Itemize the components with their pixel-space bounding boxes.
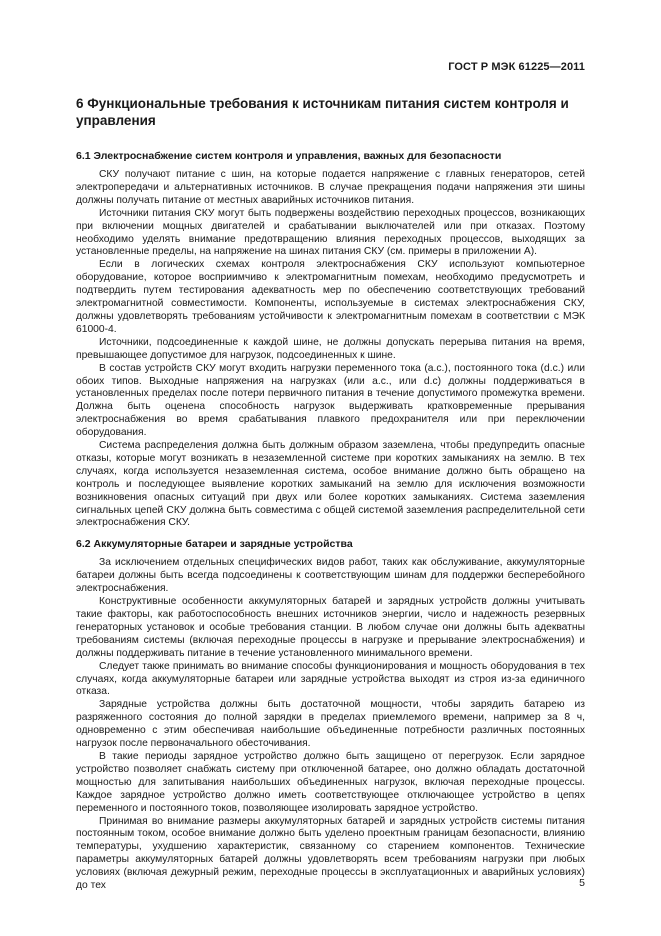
paragraph: Источники питания СКУ могут быть подвержены воздействию переходных процессов, возникающих при включении мощных двигателей и срабатывании выключателей или при отказах. Поэтому необходимо уделять внимание предотвращению влияния переходных процессов, выходящих за установленные пределы, на напряжение на шинах питания СКУ (см. примеры в приложении А). xyxy=(76,207,585,258)
paragraph: Зарядные устройства должны быть достаточной мощности, чтобы зарядить батарею из разряженного состояния до полной зарядки в пределах приемлемого времени, например за 8 ч, одновременно с этим обеспечивая наибольшие объединенные потребности различных постоянных нагрузок после первоначального обесточивания. xyxy=(76,699,585,750)
spacer xyxy=(76,530,585,538)
paragraph: В состав устройств СКУ могут входить нагрузки переменного тока (a.c.), постоянного тока (d.c.) или обоих типов. Выходные напряжения на нагрузках (или a.c., или d.c) должны поддерживаться в установленных пределах после потери первичного питания в течение допустимого промежутка времени. Должна быть оценена способность нагрузок выдерживать кратковременные прерывания электроснабжения во время срабатывания плавкого предохранителя или при переключении оборудования. xyxy=(76,362,585,439)
subsection-6-2-title: 6.2 Аккумуляторные батареи и зарядные устройства xyxy=(76,538,353,551)
paragraph: Если в логических схемах контроля электроснабжения СКУ используют компьютерное оборудование, которое восприимчиво к электромагнитным помехам, необходимо предусмотреть и подтвердить путем тестирования адекватность мер по обеспечению соответствующих требований электромагнитной совместимости. Компоненты, используемые в системах электроснабжения СКУ, должны удовлетворять требованиям устойчивости к электромагнитным помехам в соответствии с МЭК 61000-4. xyxy=(76,259,585,335)
section-6-title: 6 Функциональные требования к источникам питания систем контроля и управления xyxy=(76,96,569,128)
paragraph: СКУ получают питание с шин, на которые подается напряжение с главных генераторов, сетей электропередачи и альтернативных источников. В случае прекращения подачи напряжения эти шины должны получать питание от местных аварийных источников питания. xyxy=(76,169,585,206)
paragraph: Принимая во внимание размеры аккумуляторных батарей и зарядных устройств системы питания постоянным током, особое внимание должно быть уделено проектным границам безопасности, влиянию температуры, ухудшению характеристик, связанному со старением компонентов. Технические параметры аккумуляторных батарей должны удовлетворять всем требованиям нагрузки при любых условиях (включая дежурный режим, переходные процессы в эксплуатационных и аварийных условиях) до тех xyxy=(76,815,585,892)
paragraph: За исключением отдельных специфических видов работ, таких как обслуживание, аккумуляторные батареи должны быть всегда подсоединены к соответствующим шинам для поддержки бесперебойного электроснабжения. xyxy=(76,557,585,595)
paragraph: В такие периоды зарядное устройство должно быть защищено от перегрузок. Если зарядное устройство позволяет снабжать систему при отключенной батарее, оно должно обладать достаточной мощностью для запитывания наибольших объединенных нагрузок, включая переходные процессы. Каждое зарядное устройство должно иметь соответствующее отключающее устройство в цепях переменного и постоянного токов, позволяющее изолировать зарядное устройство. xyxy=(76,750,585,814)
page-number: 5 xyxy=(579,877,585,889)
standard-header: ГОСТ Р МЭК 61225—2011 xyxy=(448,61,585,73)
paragraph: Следует также принимать во внимание способы функционирования и мощность оборудования в тех случаях, когда аккумуляторные батареи или зарядные устройства выходят из строя из-за единичного отказа. xyxy=(76,660,585,698)
paragraph: Источники, подсоединенные к каждой шине, не должны допускать перерыва питания на время, превышающее допустимое для нагрузок, подсоединенных к шине. xyxy=(76,336,585,361)
paragraph: Система распределения должна быть должным образом заземлена, чтобы предупредить опасные отказы, которые могут возникать в незаземленной системе при коротких замыканиях на землю. В тех случаях, когда используется незаземленная система, особое внимание должно быть обращено на контроль и последующее выявление коротких замыканий на землю для исключения возможности возникновения опасных ситуаций при двух или более коротких замыканиях. Система заземления сигнальных цепей СКУ должна быть совместима с общей системой заземления распределительной сети электроснабжения СКУ. xyxy=(76,440,585,529)
subsection-6-1-title: 6.1 Электроснабжение систем контроля и управления, важных для безопасности xyxy=(76,150,502,162)
paragraph: Конструктивные особенности аккумуляторных батарей и зарядных устройств должны учитывать такие факторы, как работоспособность внешних источников энергии, число и надежность резервных генераторных установок и особые требования станции. В любом случае они должны быть адекватны требованиям системы (включая переходные процессы в нагрузке и прерывание электроснабжения) и должны поддерживать питание в течение установленного минимального времени. xyxy=(76,596,585,659)
page-content xyxy=(76,95,585,893)
